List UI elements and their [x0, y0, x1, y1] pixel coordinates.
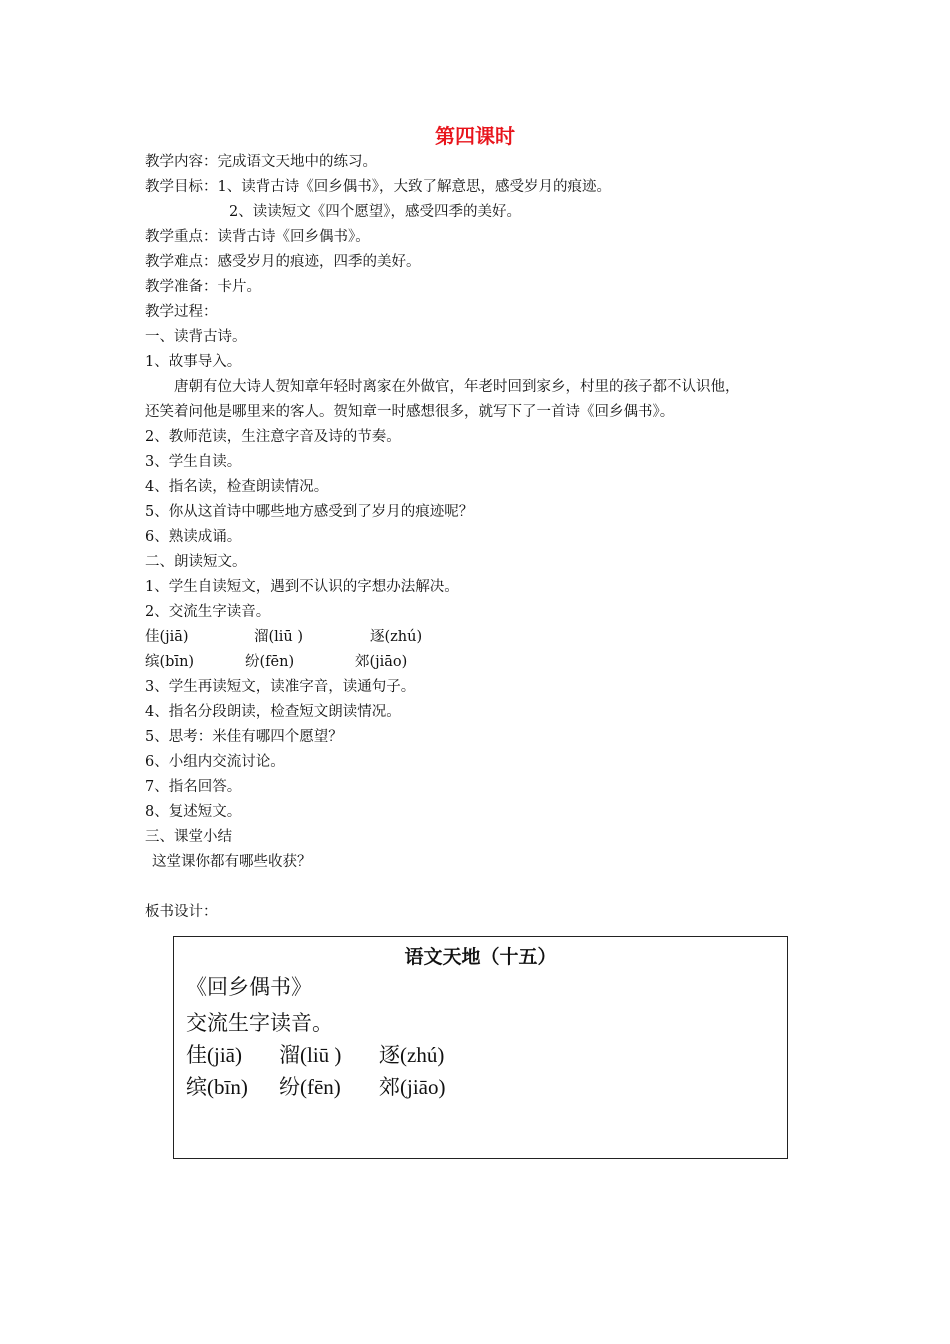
teaching-focus: 教学重点：读背古诗《回乡偶书》。: [145, 229, 370, 245]
board-design-box: [173, 936, 788, 1159]
step-item: 1、故事导入。: [145, 354, 242, 370]
section-heading: 二、朗读短文。: [145, 554, 247, 570]
board-title: 语文天地（十五）: [404, 946, 557, 968]
step-item: 7、指名回答。: [145, 779, 242, 795]
board-pinyin-word: 逐(zhú): [379, 1043, 445, 1067]
lesson-plan-body: [145, 150, 825, 925]
board-pinyin-word: 纷(fēn): [279, 1075, 341, 1099]
story-paragraph-line-2: 还笑着问他是哪里来的客人。贺知章一时感想很多，就写下了一首诗《回乡偶书》。: [145, 404, 675, 420]
pinyin-row: [145, 625, 825, 650]
board-pinyin-word: 佳(jiā): [186, 1043, 242, 1067]
step-item: 4、指名读，检查朗读情况。: [145, 479, 329, 495]
pinyin-word: 溜(liū ): [254, 629, 304, 645]
step-item: 3、学生自读。: [145, 454, 242, 470]
step-item: 8、复述短文。: [145, 804, 242, 820]
section-heading: 三、课堂小结: [145, 829, 232, 845]
step-item: 2、教师范读，生注意字音及诗的节奏。: [145, 429, 401, 445]
step-item: 2、交流生字读音。: [145, 604, 271, 620]
teaching-difficulty: 教学难点：感受岁月的痕迹，四季的美好。: [145, 254, 421, 270]
step-item: 3、学生再读短文，读准字音，读通句子。: [145, 679, 416, 695]
summary-question: 这堂课你都有哪些收获？: [152, 854, 312, 870]
section-heading: 一、读背古诗。: [145, 329, 247, 345]
board-poem-title: 《回乡偶书》: [186, 975, 312, 999]
story-paragraph-line-1: 唐朝有位大诗人贺知章年轻时离家在外做官，年老时回到家乡，村里的孩子都不认识他，: [174, 379, 740, 395]
board-pinyin-word: 郊(jiāo): [379, 1075, 446, 1099]
pinyin-word: 纷(fēn): [245, 654, 295, 670]
pinyin-word: 逐(zhú): [370, 629, 423, 645]
page-title: 第四课时: [435, 124, 515, 148]
teaching-goal-1: 教学目标：1、读背古诗《回乡偶书》，大致了解意思，感受岁月的痕迹。: [145, 179, 611, 195]
board-pinyin-word: 缤(bīn): [186, 1075, 248, 1099]
teaching-preparation: 教学准备：卡片。: [145, 279, 261, 295]
step-item: 6、小组内交流讨论。: [145, 754, 285, 770]
pinyin-word: 缤(bīn): [145, 654, 195, 670]
step-item: 6、熟读成诵。: [145, 529, 242, 545]
board-subtitle: 交流生字读音。: [186, 1011, 333, 1035]
board-design-label: 板书设计：: [145, 904, 218, 920]
step-item: 5、思考：米佳有哪四个愿望？: [145, 729, 343, 745]
step-item: 4、指名分段朗读，检查短文朗读情况。: [145, 704, 401, 720]
board-pinyin-row: [186, 1039, 787, 1071]
board-pinyin-row: [186, 1071, 787, 1103]
pinyin-word: 佳(jiā): [145, 629, 189, 645]
step-item: 5、你从这首诗中哪些地方感受到了岁月的痕迹呢？: [145, 504, 474, 520]
teaching-goal-2: 2、读读短文《四个愿望》，感受四季的美好。: [229, 204, 521, 220]
board-pinyin-word: 溜(liū ): [279, 1043, 342, 1067]
step-item: 1、学生自读短文，遇到不认识的字想办法解决。: [145, 579, 459, 595]
pinyin-word: 郊(jiāo): [355, 654, 408, 670]
teaching-content: 教学内容：完成语文天地中的练习。: [145, 154, 377, 170]
teaching-process-heading: 教学过程：: [145, 304, 218, 320]
pinyin-row: [145, 650, 825, 675]
